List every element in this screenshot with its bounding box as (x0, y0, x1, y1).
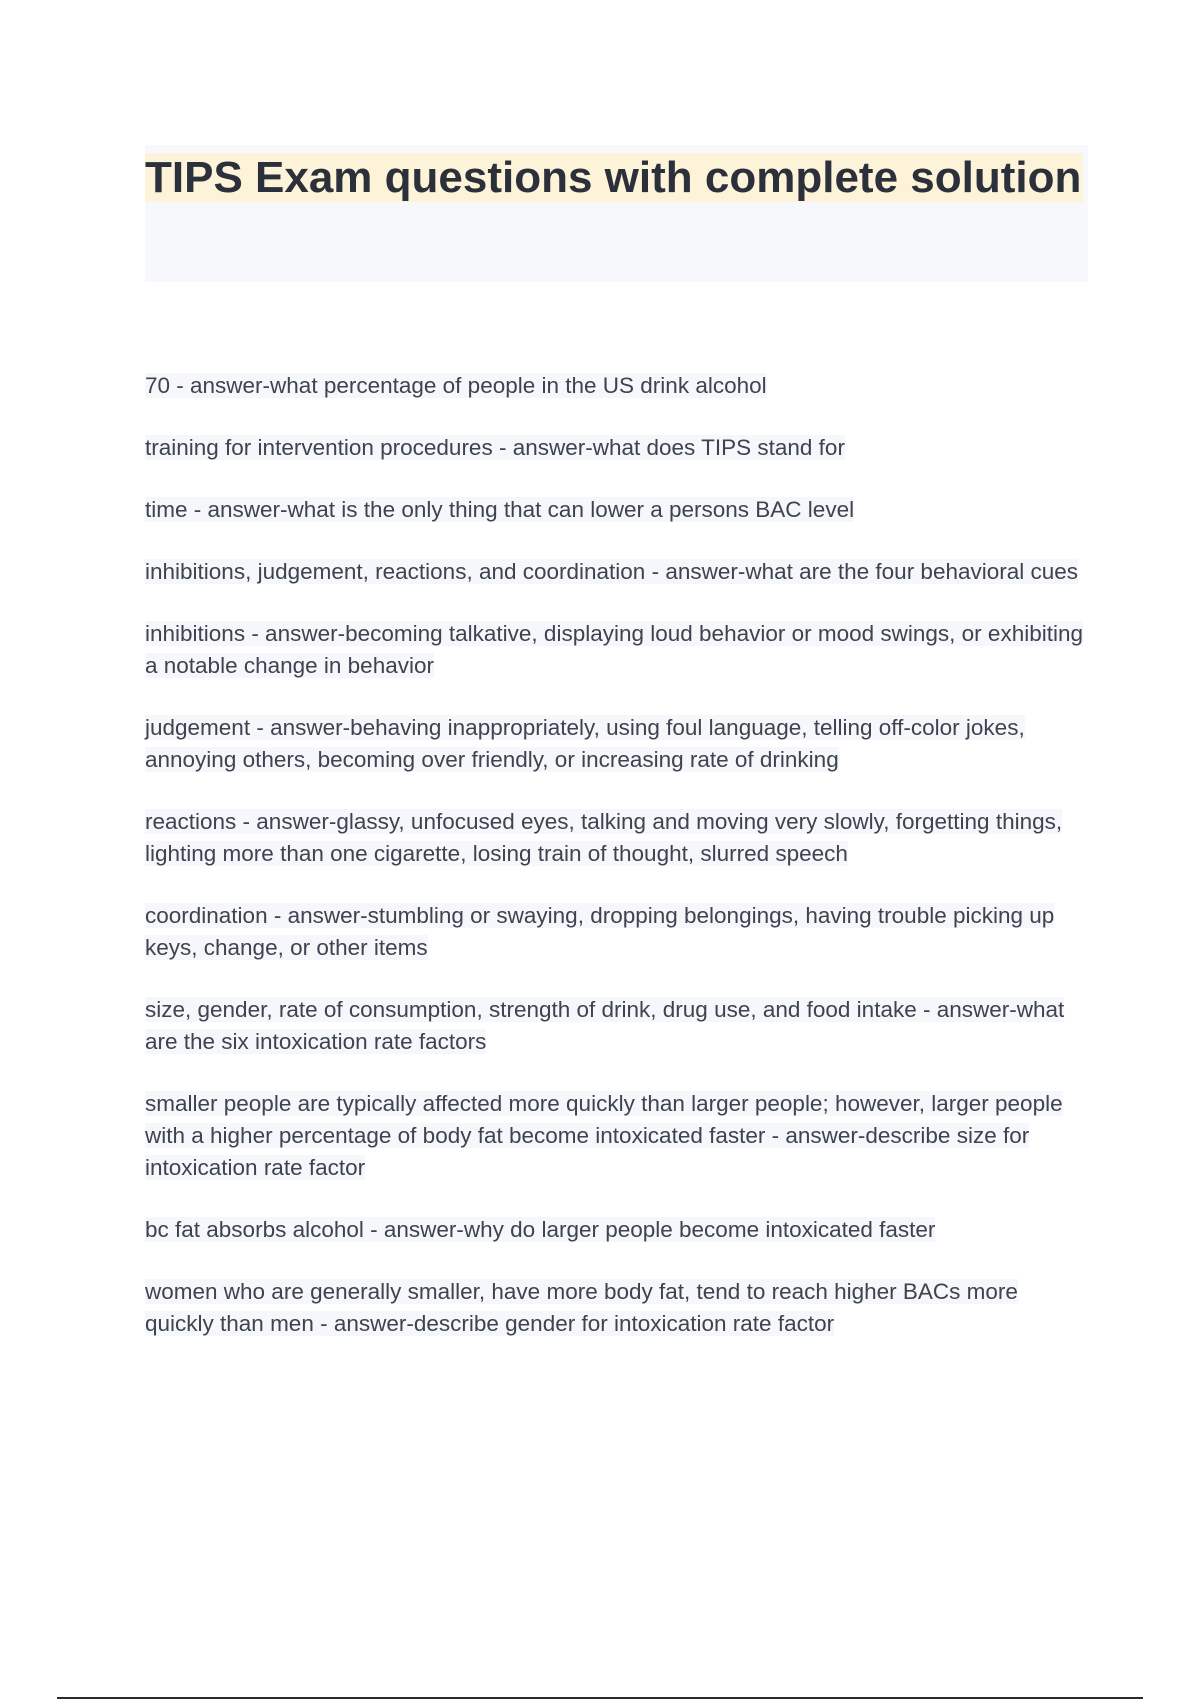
qa-entry-text: bc fat absorbs alcohol - answer-why do larger people become intoxicated faster (145, 1217, 936, 1242)
qa-entry-text: inhibitions, judgement, reactions, and coordination - answer-what are the four behavioral cues (145, 559, 1079, 584)
qa-entry-text: training for intervention procedures - answer-what does TIPS stand for (145, 435, 845, 460)
qa-entry-text: time - answer-what is the only thing that can lower a persons BAC level (145, 497, 855, 522)
qa-entry (145, 1214, 1090, 1246)
qa-entry (145, 712, 1090, 776)
title-block (145, 145, 1088, 282)
qa-entry (145, 494, 1090, 526)
qa-entry-text: reactions - answer-glassy, unfocused eyes, talking and moving very slowly, forgetting things, lighting more than one cigarette, losing train of thought, slurred speech (145, 809, 1063, 866)
qa-entry (145, 432, 1090, 464)
qa-entry (145, 370, 1090, 402)
qa-entry (145, 618, 1090, 682)
footer-divider (57, 1697, 1143, 1699)
qa-entry-text: smaller people are typically affected more quickly than larger people; however, larger people with a higher percentage of body fat become intoxicated faster - answer-describe size for intoxication rate factor (145, 1091, 1063, 1180)
qa-entry-text: size, gender, rate of consumption, strength of drink, drug use, and food intake - answer-what are the six intoxication rate factors (145, 997, 1065, 1054)
qa-entry (145, 806, 1090, 870)
page-title-text: TIPS Exam questions with complete solution (145, 153, 1082, 202)
qa-list (145, 370, 1090, 1370)
qa-entry-text: coordination - answer-stumbling or swaying, dropping belongings, having trouble picking up keys, change, or other items (145, 903, 1055, 960)
qa-entry-text: judgement - answer-behaving inappropriately, using foul language, telling off-color jokes, annoying others, becoming over friendly, or increasing rate of drinking (145, 715, 1025, 772)
qa-entry (145, 1276, 1090, 1340)
qa-entry (145, 556, 1090, 588)
qa-entry (145, 1088, 1090, 1184)
qa-entry (145, 994, 1090, 1058)
qa-entry-text: 70 - answer-what percentage of people in the US drink alcohol (145, 373, 767, 398)
qa-entry-text: inhibitions - answer-becoming talkative, displaying loud behavior or mood swings, or exhibiting a notable change in behavior (145, 621, 1083, 678)
qa-entry-text: women who are generally smaller, have more body fat, tend to reach higher BACs more quickly than men - answer-describe gender for intoxication rate factor (145, 1279, 1018, 1336)
page-title (145, 145, 1088, 211)
qa-entry (145, 900, 1090, 964)
